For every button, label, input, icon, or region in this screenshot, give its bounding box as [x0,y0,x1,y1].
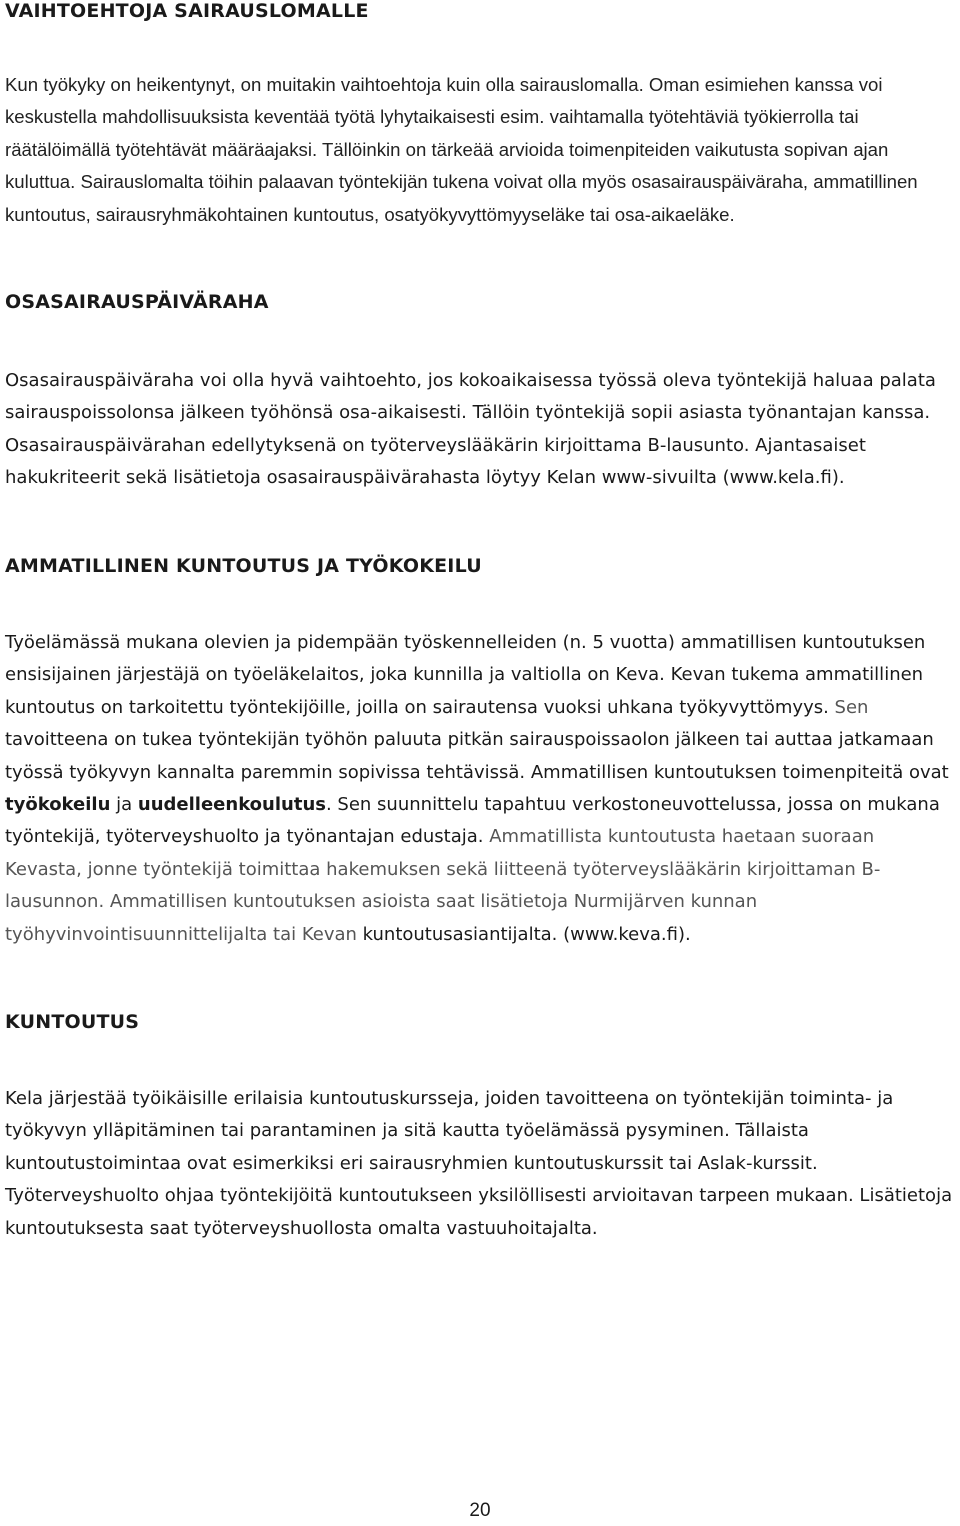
text-run-gray: Ammatillista kuntoutusta haetaan suoraan Kevasta, jonne työntekijä toimittaa hakemuksen sekä liitteenä työterveyslääkärin kirjoittaman B-lausunnon. Ammatillisen kuntoutuksen asioista saat lisätietoja Nurmijärven kunnan työhyvinvointisuunnittelijalta tai Kevan [5,826,881,945]
text-run: ja [110,794,138,816]
section-vaihtoehtoja [5,0,918,225]
section-paragraph: Osasairauspäiväraha voi olla hyvä vaihtoehto, jos kokoaikaisessa työssä oleva työntekijä haluaa palata sairauspoissolonsa jälkeen työhönsä osa-aikaisesti. Tällöin työntekijä sopii asiasta työnantajan kanssa. Osasairauspäivärahan edellytyksenä on työterveyslääkärin kirjoittama B-lausunto. Ajantasaiset hakukriteerit sekä lisätietoja osasairauspäivärahasta löytyy Kelan www-sivuilta (www.kela.fi). [5,370,936,489]
section-paragraph [5,627,955,951]
section-heading: VAIHTOEHTOJA SAIRAUSLOMALLE [5,0,369,22]
bold-term-tyokokeilu: työkokeilu [5,794,111,816]
text-run: Työelämässä mukana olevien ja pidempään työskennelleiden (n. 5 vuotta) ammatillisen kuntoutuksen ensisijainen järjestäjä on työeläkelaitos, joka kunnilla ja valtiolla on Keva. Kevan tukema ammatillinen kuntoutus on tarkoitettu työntekijöille, joilla on sairautensa vuoksi uhkana työkyvyttömyys. [5,632,926,718]
section-kuntoutus [5,1011,953,1239]
bold-term-uudelleenkoulutus: uudelleenkoulutus [137,794,326,816]
page-number: 20 [469,1500,491,1521]
section-heading: AMMATILLINEN KUNTOUTUS JA TYÖKOKEILU [5,555,482,577]
text-run: kuntoutusasiantijalta. (www.keva.fi). [356,923,691,945]
section-paragraph: Kela järjestää työikäisille erilaisia kuntoutuskursseja, joiden tavoitteena on työntekijän toiminta- ja työkyvyn ylläpitäminen tai parantaminen ja sitä kautta työelämässä pysyminen. Tällaista kuntoutustoimintaa ovat esimerkiksi eri sairausryhmien kuntoutuskurssit tai Aslak-kurssit. Työterveyshuolto ohjaa työntekijöitä kuntoutukseen yksilöllisesti arvioitavan tarpeen mukaan. Lisätietoja kuntoutuksesta saat työterveyshuollosta omalta vastuuhoitajalta. [5,1088,953,1239]
section-osasairauspaivaraha [5,291,936,489]
section-heading: OSASAIRAUSPÄIVÄRAHA [5,291,269,313]
text-run: tavoitteena on tukea työntekijän työhön paluuta pitkän sairauspoissaolon jälkeen tai auttaa jatkamaan työssä työkyvyn kannalta paremmin sopivissa tehtävissä. Ammatillisen kuntoutuksen toimenpiteitä ovat [5,729,949,783]
section-ammatillinen-kuntoutus [5,555,949,945]
text-run: . Sen suunnittelu tapahtuu verkostoneuvottelussa, jossa on mukana työntekijä, työterveyshuolto ja työnantajan edustaja. [5,794,940,848]
text-run-gray: Sen [834,696,869,718]
section-heading: KUNTOUTUS [5,1011,140,1033]
section-paragraph: Kun työkyky on heikentynyt, on muitakin vaihtoehtoja kuin olla sairauslomalla. Oman esimiehen kanssa voi keskustella mahdollisuuksista keventää työtä lyhytaikaisesti esim. vaihtamalla työtehtäviä työkierrolla tai räätälöimällä työtehtävät määräajaksi. Tällöinkin on tärkeää arvioida toimenpiteiden vaikutusta sopivan ajan kuluttua. Sairauslomalta töihin palaavan työntekijän tukena voivat olla myös osasairauspäiväraha, ammatillinen kuntoutus, sairausryhmäkohtainen kuntoutus, osatyökyvyttömyyseläke tai osa-aikaeläke. [5,74,918,225]
